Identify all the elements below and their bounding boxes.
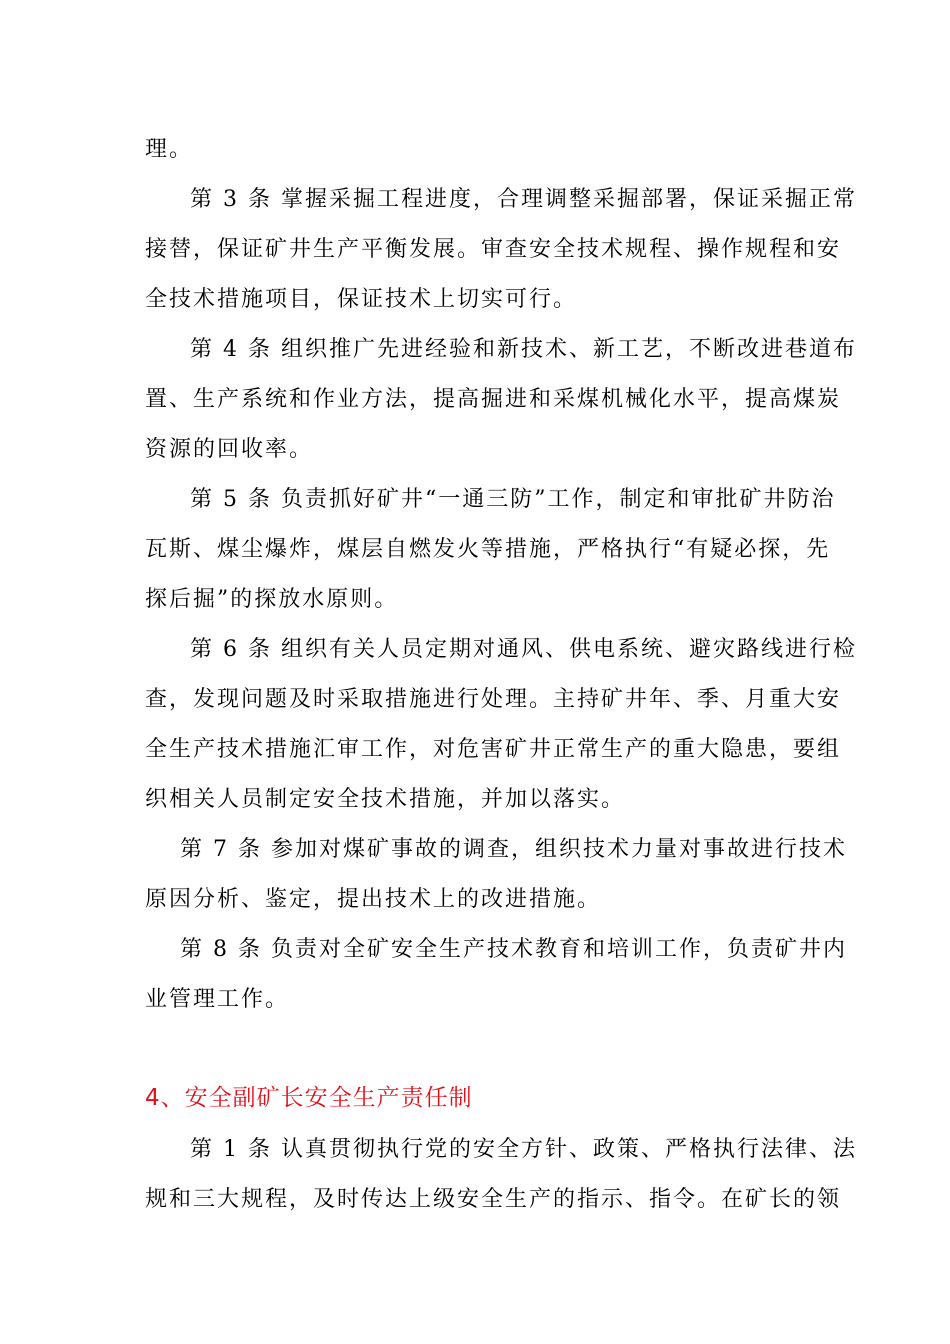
text-line: 原因分析、鉴定，提出技术上的改进措施。 xyxy=(145,887,602,912)
text-line: 置、生产系统和作业方法，提高掘进和采煤机械化水平，提高煤炭 xyxy=(145,387,842,412)
text-line: 第 1 条 认真贯彻执行党的安全方针、政策、严格执行法律、法 xyxy=(190,1137,857,1162)
text-line: 织相关人员制定安全技术措施，并加以落实。 xyxy=(145,787,626,812)
text-line: 探后掘”的探放水原则。 xyxy=(145,587,399,612)
text-line: 第 5 条 负责抓好矿井“一通三防”工作，制定和审批矿井防治 xyxy=(190,487,836,512)
text-line: 查，发现问题及时采取措施进行处理。主持矿井年、季、月重大安 xyxy=(145,687,842,712)
text-line: 全生产技术措施汇审工作，对危害矿井正常生产的重大隐患，要组 xyxy=(145,737,842,762)
section-heading: 4、安全副矿长安全生产责任制 xyxy=(145,1085,473,1111)
text-line: 规和三大规程，及时传达上级安全生产的指示、指令。在矿长的领 xyxy=(145,1187,842,1212)
text-line: 瓦斯、煤尘爆炸，煤层自燃发火等措施，严格执行“有疑必探，先 xyxy=(145,537,831,562)
text-line: 全技术措施项目，保证技术上切实可行。 xyxy=(145,287,578,312)
text-line: 业管理工作。 xyxy=(145,987,290,1012)
text-line: 第 6 条 组织有关人员定期对通风、供电系统、避灾路线进行检 xyxy=(190,637,857,662)
text-line: 第 4 条 组织推广先进经验和新技术、新工艺，不断改进巷道布 xyxy=(190,337,857,362)
text-line: 理。 xyxy=(145,137,194,162)
text-line: 第 7 条 参加对煤矿事故的调查，组织技术力量对事故进行技术 xyxy=(180,837,847,862)
text-line: 接替，保证矿井生产平衡发展。审查安全技术规程、操作规程和安 xyxy=(145,237,842,262)
text-line: 资源的回收率。 xyxy=(145,437,314,462)
text-line: 第 8 条 负责对全矿安全生产技术教育和培训工作，负责矿井内 xyxy=(180,937,847,962)
text-line: 第 3 条 掌握采掘工程进度，合理调整采掘部署，保证采掘正常 xyxy=(190,187,857,212)
